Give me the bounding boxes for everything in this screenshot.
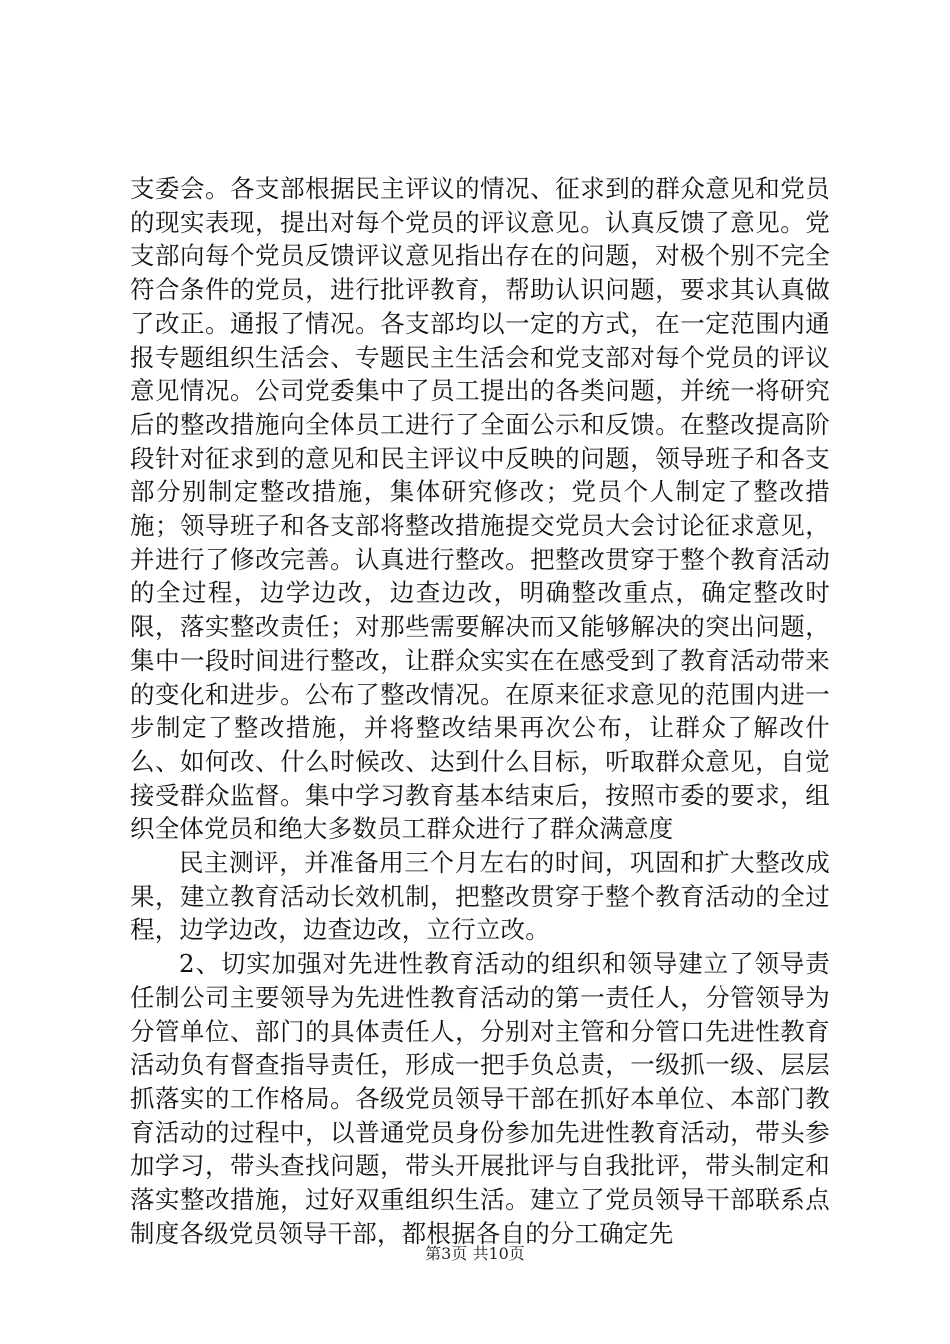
page-number-footer: 第3页 共10页 xyxy=(425,1244,525,1263)
paragraph-3: 2、切实加强对先进性教育活动的组织和领导建立了领导责任制公司主要领导为先进性教育活动的第一责任人，分管领导为分管单位、部门的具体责任人，分别对主管和分管口先进性教育活动负有督查指导责任，形成一把手负总责，一级抓一级、层层抓落实的工作格局。各级党员领导干部在抓好本单位、本部门教育活动的过程中，以普通党员身份参加先进性教育活动，带头参加学习，带头查找问题，带头开展批评与自我批评，带头制定和落实整改措施，过好双重组织生活。建立了党员领导干部联系点制度各级党员领导干部，都根据各自的分工确定先 xyxy=(130,949,830,1248)
paragraph-2: 民主测评，并准备用三个月左右的时间，巩固和扩大整改成果，建立教育活动长效机制，把整改贯穿于整个教育活动的全过程，边学边改，边查边改，立行立改。 xyxy=(130,848,830,945)
paragraph-1: 支委会。各支部根据民主评议的情况、征求到的群众意见和党员的现实表现，提出对每个党员的评议意见。认真反馈了意见。党支部向每个党员反馈评议意见指出存在的问题，对极个别不完全符合条件的党员，进行批评教育，帮助认识问题，要求其认真做了改正。通报了情况。各支部均以一定的方式，在一定范围内通报专题组织生活会、专题民主生活会和党支部对每个党员的评议意见情况。公司党委集中了员工提出的各类问题，并统一将研究后的整改措施向全体员工进行了全面公示和反馈。在整改提高阶段针对征求到的意见和民主评议中反映的问题，领导班子和各支部分别制定整改措施，集体研究修改；党员个人制定了整改措施；领导班子和各支部将整改措施提交党员大会讨论征求意见，并进行了修改完善。认真进行整改。把整改贯穿于整个教育活动的全过程，边学边改，边查边改，明确整改重点，确定整改时限，落实整改责任；对那些需要解决而又能够解决的突出问题，集中一段时间进行整改，让群众实实在在感受到了教育活动带来的变化和进步。公布了整改情况。在原来征求意见的范围内进一步制定了整改措施，并将整改结果再次公布，让群众了解改什么、如何改、什么时候改、达到什么目标，听取群众意见，自觉接受群众监督。集中学习教育基本结束后，按照市委的要求，组织全体党员和绝大多数员工群众进行了群众满意度 xyxy=(130,174,830,844)
document-body xyxy=(130,172,830,1251)
